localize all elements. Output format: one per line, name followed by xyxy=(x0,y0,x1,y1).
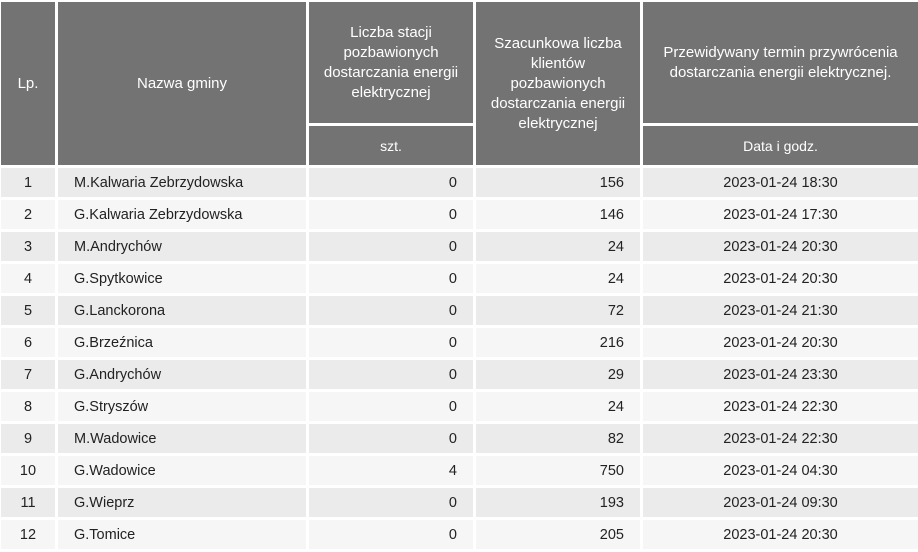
header-clients: Szacunkowa liczba klientów pozbawionych dostarczania energii elektrycznej xyxy=(476,2,640,165)
header-stations-unit: szt. xyxy=(309,126,473,165)
cell-clients: 24 xyxy=(476,392,640,421)
cell-lp: 12 xyxy=(1,520,55,549)
table-row xyxy=(1,232,918,261)
cell-lp: 3 xyxy=(1,232,55,261)
cell-lp: 2 xyxy=(1,200,55,229)
cell-stations: 0 xyxy=(309,488,473,517)
cell-name: G.Tomice xyxy=(58,520,306,549)
cell-name: M.Andrychów xyxy=(58,232,306,261)
table-row xyxy=(1,264,918,293)
cell-restore: 2023-01-24 20:30 xyxy=(643,232,918,261)
table-row xyxy=(1,200,918,229)
table-row xyxy=(1,488,918,517)
cell-clients: 82 xyxy=(476,424,640,453)
cell-stations: 0 xyxy=(309,392,473,421)
cell-clients: 72 xyxy=(476,296,640,325)
header-name: Nazwa gminy xyxy=(58,2,306,165)
table-row xyxy=(1,392,918,421)
table-row xyxy=(1,328,918,357)
cell-lp: 8 xyxy=(1,392,55,421)
cell-restore: 2023-01-24 20:30 xyxy=(643,264,918,293)
cell-lp: 7 xyxy=(1,360,55,389)
cell-clients: 193 xyxy=(476,488,640,517)
cell-name: G.Lanckorona xyxy=(58,296,306,325)
cell-stations: 0 xyxy=(309,296,473,325)
cell-clients: 156 xyxy=(476,168,640,197)
cell-clients: 216 xyxy=(476,328,640,357)
cell-clients: 24 xyxy=(476,232,640,261)
header-restore-unit: Data i godz. xyxy=(643,126,918,165)
cell-restore: 2023-01-24 22:30 xyxy=(643,424,918,453)
cell-restore: 2023-01-24 20:30 xyxy=(643,520,918,549)
table-row xyxy=(1,456,918,485)
table-row xyxy=(1,296,918,325)
cell-stations: 0 xyxy=(309,200,473,229)
cell-stations: 0 xyxy=(309,264,473,293)
cell-name: G.Spytkowice xyxy=(58,264,306,293)
table-row xyxy=(1,424,918,453)
cell-lp: 1 xyxy=(1,168,55,197)
table-row xyxy=(1,360,918,389)
header-restore: Przewidywany termin przywrócenia dostarczania energii elektrycznej. xyxy=(643,2,918,123)
table-body xyxy=(1,168,918,549)
cell-restore: 2023-01-24 20:30 xyxy=(643,328,918,357)
table-header xyxy=(1,2,918,165)
cell-restore: 2023-01-24 04:30 xyxy=(643,456,918,485)
table-row xyxy=(1,168,918,197)
cell-lp: 11 xyxy=(1,488,55,517)
cell-restore: 2023-01-24 09:30 xyxy=(643,488,918,517)
header-lp: Lp. xyxy=(1,2,55,165)
cell-lp: 9 xyxy=(1,424,55,453)
cell-stations: 0 xyxy=(309,328,473,357)
cell-lp: 10 xyxy=(1,456,55,485)
cell-clients: 146 xyxy=(476,200,640,229)
cell-restore: 2023-01-24 23:30 xyxy=(643,360,918,389)
cell-name: G.Kalwaria Zebrzydowska xyxy=(58,200,306,229)
cell-name: G.Stryszów xyxy=(58,392,306,421)
cell-stations: 4 xyxy=(309,456,473,485)
cell-name: G.Wieprz xyxy=(58,488,306,517)
cell-clients: 750 xyxy=(476,456,640,485)
cell-name: M.Kalwaria Zebrzydowska xyxy=(58,168,306,197)
cell-lp: 4 xyxy=(1,264,55,293)
cell-name: M.Wadowice xyxy=(58,424,306,453)
cell-restore: 2023-01-24 17:30 xyxy=(643,200,918,229)
cell-name: G.Andrychów xyxy=(58,360,306,389)
cell-clients: 24 xyxy=(476,264,640,293)
cell-restore: 2023-01-24 21:30 xyxy=(643,296,918,325)
cell-stations: 0 xyxy=(309,168,473,197)
table-row xyxy=(1,520,918,549)
cell-restore: 2023-01-24 18:30 xyxy=(643,168,918,197)
cell-name: G.Brzeźnica xyxy=(58,328,306,357)
cell-stations: 0 xyxy=(309,424,473,453)
cell-stations: 0 xyxy=(309,232,473,261)
cell-restore: 2023-01-24 22:30 xyxy=(643,392,918,421)
header-stations: Liczba stacji pozbawionych dostarczania energii elektrycznej xyxy=(309,2,473,123)
cell-stations: 0 xyxy=(309,520,473,549)
cell-clients: 205 xyxy=(476,520,640,549)
cell-name: G.Wadowice xyxy=(58,456,306,485)
cell-clients: 29 xyxy=(476,360,640,389)
cell-lp: 6 xyxy=(1,328,55,357)
cell-lp: 5 xyxy=(1,296,55,325)
cell-stations: 0 xyxy=(309,360,473,389)
